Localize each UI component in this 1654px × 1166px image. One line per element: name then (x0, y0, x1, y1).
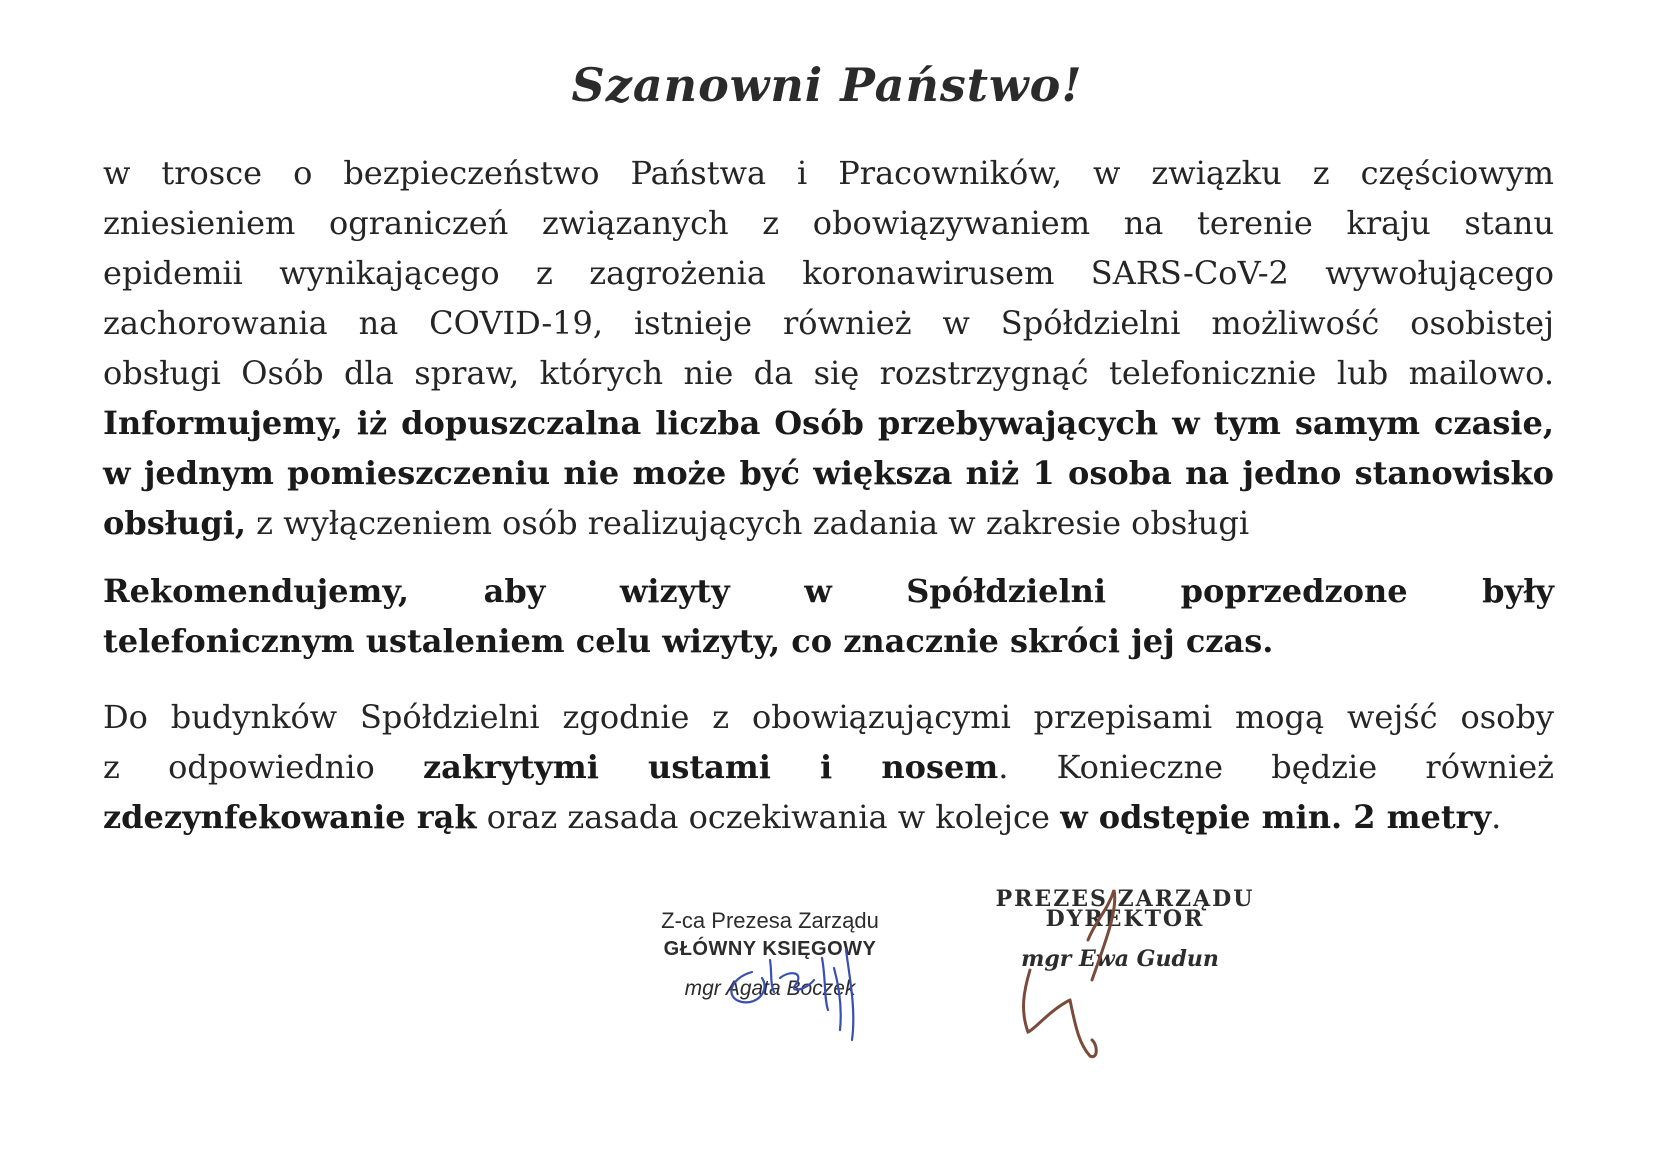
text-line: zniesieniem ograniczeń związanych z obowiązywaniem na terenie kraju stanu (103, 204, 1554, 242)
text-phrase: z wyłączeniem osób realizujących zadania w zakresie obsługi (245, 504, 1250, 542)
text-line: w trosce o bezpieczeństwo Państwa i Pracowników, w związku z częściowym (103, 154, 1554, 192)
stamp-title: DYREKTOR (1045, 906, 1205, 932)
bold-phrase: w odstępie min. 2 metry (1060, 798, 1492, 836)
handwritten-signature-left (700, 950, 900, 1040)
text-phrase: . (1491, 798, 1502, 836)
bold-phrase: obsługi, (103, 504, 246, 542)
paragraph-entry-rules (103, 692, 1554, 842)
text-line: epidemii wynikającego z zagrożenia koronawirusem SARS-CoV-2 wywołującego (103, 254, 1554, 292)
text-line-bold: Informujemy, iż dopuszczalna liczba Osób przebywających w tym samym czasie, (103, 404, 1554, 442)
page-title: Szanowni Państwo! (571, 58, 1083, 112)
text-line: obsługi Osób dla spraw, których nie da się rozstrzygnąć telefonicznie lub mailowo. (103, 354, 1554, 392)
stamp-role: Z-ca Prezesa Zarządu (661, 908, 879, 933)
handwritten-signature-right (1010, 880, 1130, 1060)
text-line (103, 742, 1554, 792)
text-line: zachorowania na COVID-19, istnieje również w Spółdzielni możliwość osobistej (103, 304, 1554, 342)
text-line (103, 792, 1554, 842)
text-phrase: oraz zasada oczekiwania w kolejce (476, 798, 1061, 836)
stamp-role: PREZES ZARZĄDU (995, 886, 1255, 912)
stamp-name: mgr Ewa Gudun (1021, 946, 1219, 972)
text-phrase: . Konieczne będzie również (998, 748, 1555, 786)
bold-phrase: zakrytymi ustami i nosem (422, 748, 999, 786)
text-line: Do budynków Spółdzielni zgodnie z obowiązującymi przepisami mogą wejść osoby (103, 698, 1554, 736)
paragraph-safety-info (103, 148, 1554, 548)
text-line-bold: telefonicznym ustaleniem celu wizyty, co znacznie skróci jej czas. (103, 622, 1274, 660)
text-line (103, 498, 1554, 548)
paragraph-recommendation (103, 566, 1554, 666)
text-line-bold: Rekomendujemy, aby wizyty w Spółdzielni poprzedzone były (103, 572, 1554, 610)
text-line-bold: w jednym pomieszczeniu nie może być większa niż 1 osoba na jedno stanowisko (103, 454, 1554, 492)
stamp-title: GŁÓWNY KSIĘGOWY (663, 938, 877, 960)
bold-phrase: zdezynfekowanie rąk (103, 798, 477, 836)
text-phrase: z odpowiednio (103, 748, 423, 786)
stamp-name: mgr Agata Boczek (684, 977, 856, 1000)
